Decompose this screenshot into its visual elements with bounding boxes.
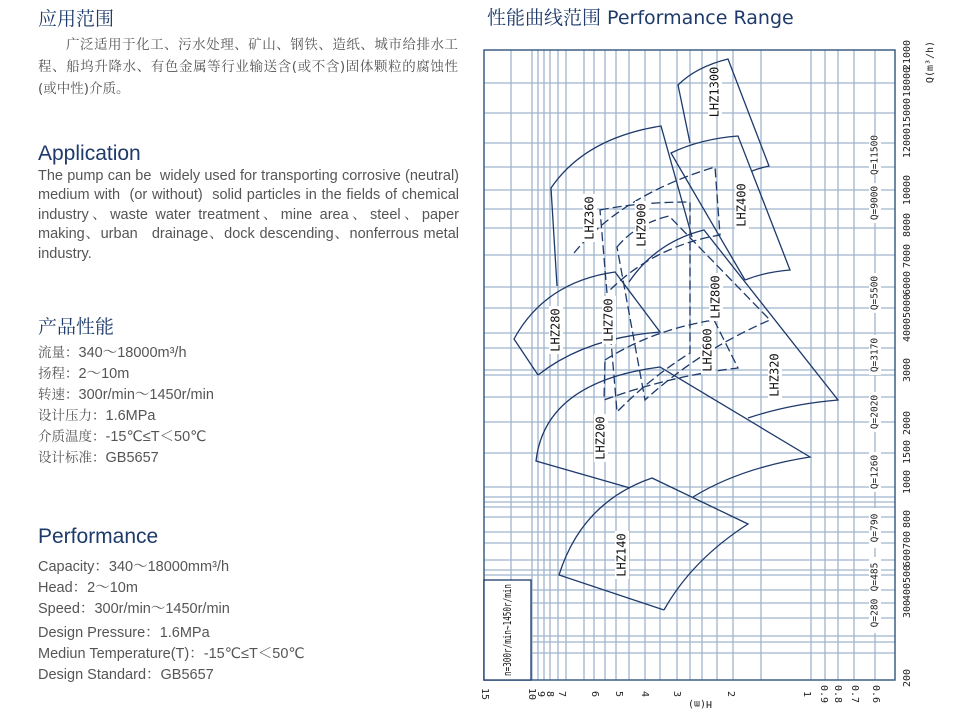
y-tick-label: 2000 [902, 410, 913, 436]
y-tick-label: 4000 [902, 317, 913, 343]
spec-value: 300r/min～1450r/min [94, 601, 230, 617]
spec-value: GB5657 [105, 450, 159, 466]
y-tick-label: 18000 [902, 66, 913, 98]
performance-cn-heading: 产品性能 [38, 316, 115, 338]
model-label: LHZ900 [634, 203, 649, 247]
x-tick-label: 9 [535, 690, 546, 698]
spec-value: -15℃≤T＜50℃ [203, 646, 305, 662]
x-tick-label: 15 [479, 687, 490, 701]
y-tick-label: 15000 [902, 97, 913, 129]
q-marker-label: Q=3170 [869, 337, 881, 373]
application-cn-text: 广泛适用于化工、污水处理、矿山、钢铁、造纸、城市给排水工程、船坞升降水、有色金属等行业输送含(或不含)固体颗粒的腐蚀性(或中性)介质。 [38, 37, 458, 97]
model-label: LHZ140 [614, 533, 629, 577]
spec-value: 1.6MPa [159, 625, 210, 641]
spec-label: 设计压力： [38, 408, 106, 424]
spec-value: 2～10m [87, 580, 138, 596]
x-axis-title: H(m) [687, 698, 713, 709]
q-marker-label: Q=9000 [869, 185, 881, 221]
spec-label: Capacity： [38, 559, 109, 575]
q-marker-label: Q=11500 [869, 134, 881, 176]
y-tick-label: 500 [902, 564, 913, 584]
application-en-heading: Application [38, 142, 141, 165]
x-tick-label: 4 [639, 690, 650, 698]
q-marker-label: Q=485 [869, 562, 881, 592]
spec-label: 转速： [38, 387, 79, 403]
x-tick-label: 0.8 [832, 684, 843, 704]
spec-label: Head： [38, 580, 88, 596]
pump-range-lhz600 [604, 320, 738, 400]
x-tick-label: 8 [544, 690, 555, 698]
application-cn-heading: 应用范围 [38, 8, 115, 30]
application-en-text: The pump can be widely used for transporting corrosive (neutral) medium with (or without) solid particles in the fields of chemical industry、waste water treatment、mine area、steel、paper making、urban drainage、dock descending、nonferrous metal industry. [38, 168, 472, 262]
y-tick-label: 12000 [902, 127, 913, 159]
spec-label: 流量： [38, 345, 79, 361]
chart-title: 性能曲线范围 Performance Range [487, 7, 794, 29]
spec-label: Mediun Temperature(T)： [38, 646, 204, 662]
y-tick-label: 10000 [902, 174, 913, 206]
model-label: LHZ200 [593, 416, 608, 460]
y-tick-label: 1000 [902, 469, 913, 495]
spec-value: 1.6MPa [105, 408, 156, 424]
y-tick-label: 400 [902, 582, 913, 602]
spec-label: Design Pressure： [38, 625, 160, 641]
spec-value: 300r/min～1450r/min [78, 387, 214, 403]
speed-note: n=300r/min~1450r/min [502, 549, 514, 676]
x-tick-label: 10 [526, 687, 537, 701]
x-tick-label: 1 [801, 690, 812, 698]
y-tick-label: 600700 [902, 530, 913, 568]
chart-grid [484, 50, 895, 680]
q-marker-label: Q=5500 [869, 275, 881, 311]
y-tick-label: 300 [902, 599, 913, 619]
x-tick-label: 6 [589, 690, 600, 698]
y-tick-label: 3000 [902, 357, 913, 383]
y-tick-label: 5000 [902, 293, 913, 319]
x-tick-label: 0.9 [818, 684, 829, 704]
x-tick-label: 0.7 [849, 684, 860, 704]
y-tick-label: 800 [902, 509, 913, 529]
x-tick-label: 7 [556, 690, 567, 698]
model-label: LHZ1300 [707, 66, 722, 118]
y-tick-label: 7000 [902, 243, 913, 269]
spec-label: 介质温度： [38, 429, 106, 445]
spec-value: 340～18000m³/h [78, 345, 187, 361]
q-marker-label: Q=1260 [869, 454, 881, 490]
spec-label: 扬程： [38, 366, 79, 382]
y-axis-title: Q(m³/h) [925, 40, 936, 84]
y-tick-label: 1500 [902, 439, 913, 465]
spec-label: 设计标准： [38, 450, 106, 466]
model-label: LHZ400 [734, 183, 749, 227]
x-tick-label: 0.6 [870, 684, 881, 704]
x-tick-label: 5 [613, 690, 624, 698]
pump-range-lhz1300 [678, 59, 769, 171]
model-label: LHZ600 [700, 328, 715, 372]
y-tick-label: 8000 [902, 212, 913, 238]
spec-value: 340～18000mm³/h [108, 559, 230, 575]
spec-value: 2～10m [78, 366, 130, 382]
y-tick-label: 21000 [902, 39, 913, 71]
q-marker-label: Q=790 [869, 513, 881, 543]
performance-en-heading: Performance [38, 525, 159, 548]
model-label: LHZ360 [582, 196, 597, 240]
y-tick-label: 200 [902, 668, 913, 688]
spec-value: GB5657 [160, 667, 214, 683]
spec-value: -15℃≤T＜50℃ [105, 429, 207, 445]
x-tick-label: 3 [671, 690, 682, 698]
y-tick-label: 6000 [902, 270, 913, 296]
q-marker-label: Q=280 [869, 598, 881, 628]
x-tick-label: 2 [725, 690, 736, 698]
spec-label: Design Standard： [38, 667, 161, 683]
model-label: LHZ700 [601, 298, 616, 342]
q-marker-label: Q=2020 [869, 394, 881, 430]
model-label: LHZ800 [708, 275, 723, 319]
pump-range-lhz400 [671, 136, 790, 280]
spec-label: Speed： [38, 601, 95, 617]
model-label: LHZ280 [548, 308, 563, 352]
model-label: LHZ320 [767, 353, 782, 397]
